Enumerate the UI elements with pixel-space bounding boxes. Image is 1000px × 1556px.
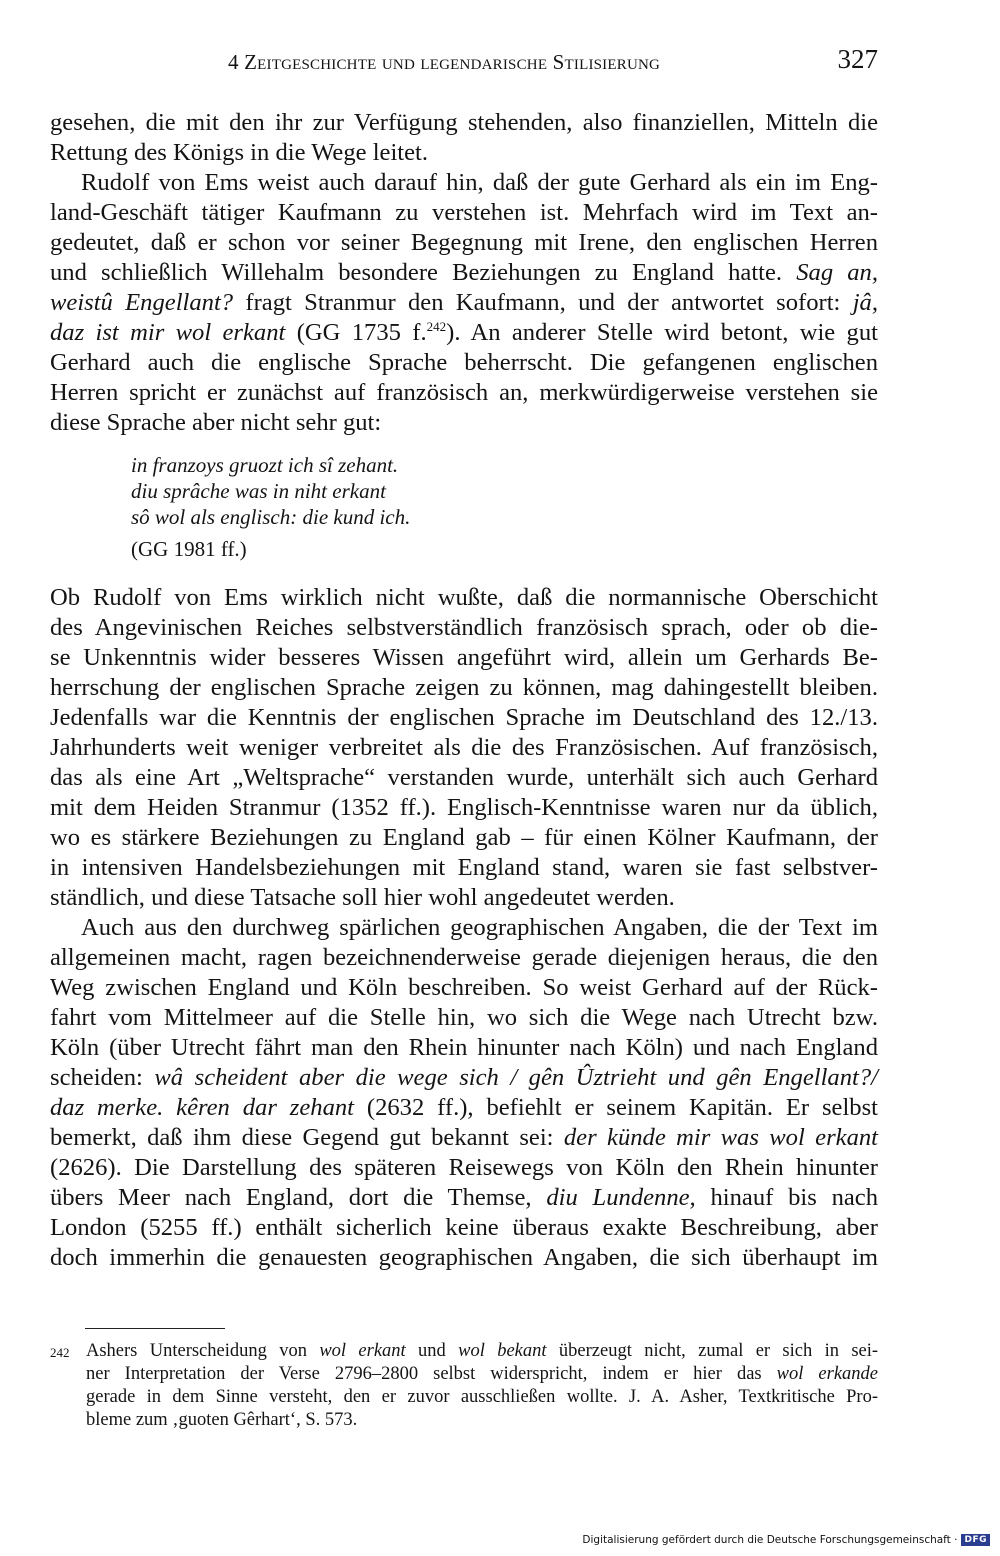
text-line: fahrt vom Mittelmeer auf die Stelle hin, wo sich die Wege nach Utrecht bzw.	[50, 1004, 878, 1031]
italic-citation: wol erkant	[319, 1341, 406, 1361]
text-span: scheiden:	[50, 1064, 143, 1091]
footnote-body	[50, 1340, 878, 1363]
text-line: Jedenfalls war die Kenntnis der englischen Sprache im Deutschland des 12./13.	[50, 704, 878, 731]
text-line: (2626). Die Darstellung des späteren Reisewegs von Köln den Rhein hinunter	[50, 1154, 878, 1181]
main-text-top	[50, 108, 878, 438]
text-line	[50, 1123, 878, 1153]
text-line: Jahrhunderts weit weniger verbreitet als die des Französischen. Auf französisch,	[50, 734, 878, 761]
text-span: fragt Stranmur den Kaufmann, und der antwortet sofort:	[245, 289, 841, 316]
text-line: das als eine Art „Weltsprache“ verstanden wurde, unterhält sich auch Gerhard	[50, 764, 878, 791]
italic-citation: wol erkande	[776, 1364, 879, 1384]
paragraph-4	[50, 913, 878, 1273]
footnote-marker: 242	[426, 319, 447, 334]
footnote-line	[86, 1340, 878, 1363]
italic-citation: daz ist mir wol erkant	[50, 319, 286, 346]
text-span: hinauf bis nach	[710, 1184, 878, 1211]
verse-line: in franzoys gruozt ich sî zehant.	[131, 453, 399, 477]
text-line: Rudolf von Ems weist auch darauf hin, daß der gute Gerhard als ein im Eng-	[81, 169, 878, 196]
text-line: des Angevinischen Reiches selbstverständlich französisch sprach, oder ob die-	[50, 614, 878, 641]
running-header	[228, 42, 878, 82]
verse-line: sô wol als englisch: die kund ich.	[131, 505, 411, 529]
paragraph-2	[50, 168, 878, 438]
text-line	[50, 1183, 878, 1213]
footnote-line	[86, 1363, 878, 1386]
italic-citation: wâ scheident aber die wege sich / gên Ûztrieht und gên Engellant?/	[154, 1064, 878, 1091]
footnote-line: gerade in dem Sinne versteht, den er zuvor ausschließen wollte. J. A. Asher, Textkritische Pro-	[86, 1387, 878, 1407]
text-span: Ashers Unterscheidung von	[86, 1341, 307, 1361]
text-line: mit dem Heiden Stranmur (1352 ff.). Englisch-Kenntnisse waren nur da üblich,	[50, 794, 878, 821]
text-line: herrschung der englischen Sprache zeigen zu können, mag dahingestellt bleiben.	[50, 674, 878, 701]
text-line: Weg zwischen England und Köln beschreiben. So weist Gerhard auf der Rück-	[50, 974, 878, 1001]
text-line: Gerhard auch die englische Sprache beherrscht. Die gefangenen englischen	[50, 349, 878, 376]
text-span: bemerkt, daß ihm diese Gegend gut bekannt sei:	[50, 1124, 554, 1151]
text-line: Ob Rudolf von Ems wirklich nicht wußte, daß die normannische Oberschicht	[50, 584, 878, 611]
verse-quote	[131, 452, 531, 562]
italic-citation: Sag an,	[796, 259, 879, 286]
italic-citation: daz merke. kêren dar zehant	[50, 1094, 354, 1121]
italic-citation: jâ,	[852, 289, 878, 316]
text-line: in intensiven Handelsbeziehungen mit England stand, waren sie fast selbstver-	[50, 854, 878, 881]
dfg-logo-icon: DFG	[961, 1534, 990, 1546]
text-line: Auch aus den durchweg spärlichen geographischen Angaben, die der Text im	[81, 914, 878, 941]
text-span: (2632 ff.), befiehlt er seinem Kapitän. Er selbst	[366, 1094, 878, 1121]
text-line	[50, 318, 878, 348]
text-line	[50, 288, 878, 318]
text-line: se Unkenntnis wider besseres Wissen angeführt wird, allein um Gerhards Be-	[50, 644, 878, 671]
text-line: Rettung des Königs in die Wege leitet.	[50, 139, 429, 166]
paragraph-3	[50, 583, 878, 913]
text-line	[50, 1093, 878, 1123]
text-line	[50, 1063, 878, 1093]
text-line: allgemeinen macht, ragen bezeichnenderweise gerade diejenigen heraus, die den	[50, 944, 878, 971]
italic-citation: diu Lundenne,	[546, 1184, 696, 1211]
text-span: überzeugt nicht, zumal er sich in sei-	[558, 1341, 879, 1361]
page-number: 327	[837, 44, 878, 74]
text-line	[50, 258, 878, 288]
text-line: Köln (über Utrecht fährt man den Rhein hinunter nach Köln) und nach England	[50, 1034, 878, 1061]
italic-citation: wol bekant	[458, 1341, 547, 1361]
footnote-rule	[85, 1328, 225, 1329]
italic-citation: der künde mir was wol erkant	[563, 1124, 878, 1151]
text-line: gedeutet, daß er schon vor seiner Begegnung mit Irene, den englischen Herren	[50, 229, 878, 256]
paragraph-1	[50, 108, 878, 168]
verse-reference: (GG 1981 ff.)	[131, 537, 247, 561]
text-line: ständlich, und diese Tatsache soll hier wohl angedeutet werden.	[50, 884, 675, 911]
text-line: gesehen, die mit den ihr zur Verfügung stehenden, also finanziellen, Mitteln die	[50, 109, 878, 136]
text-line: land-Geschäft tätiger Kaufmann zu verstehen ist. Mehrfach wird im Text an-	[50, 199, 878, 226]
text-span: übers Meer nach England, dort die Themse,	[50, 1184, 532, 1211]
text-span: (GG 1735 f.	[296, 319, 427, 346]
verse-line: diu sprâche was in niht erkant	[131, 479, 386, 503]
text-line: London (5255 ff.) enthält sicherlich keine überaus exakte Beschreibung, aber	[50, 1214, 878, 1241]
credit-text: Digitalisierung gefördert durch die Deutsche Forschungsgemeinschaft ·	[582, 1534, 958, 1546]
text-line: Herren spricht er zunächst auf französisch an, merkwürdigerweise verstehen sie	[50, 379, 878, 406]
text-span: und	[418, 1341, 446, 1361]
running-head: 4 Zeitgeschichte und legendarische Stilisierung	[228, 50, 661, 74]
footnote-continuation	[50, 1363, 878, 1432]
text-span: ). An anderer Stelle wird betont, wie gut	[446, 319, 878, 346]
text-span: und schließlich Willehalm besondere Beziehungen zu England hatte.	[50, 259, 783, 286]
main-text-bottom	[50, 583, 878, 1273]
text-line: diese Sprache aber nicht sehr gut:	[50, 409, 382, 436]
footnote	[50, 1340, 878, 1432]
footnote-line: bleme zum ‚guoten Gêrhart‘, S. 573.	[86, 1410, 358, 1430]
footnote-number: 242	[50, 1345, 70, 1360]
text-line: doch immerhin die genauesten geographischen Angaben, die sich überhaupt im	[50, 1244, 878, 1271]
digitization-credit	[582, 1534, 990, 1546]
italic-citation: weistû Engellant?	[50, 289, 234, 316]
text-span: ner Interpretation der Verse 2796–2800 selbst widerspricht, indem er hier das	[86, 1364, 762, 1384]
text-line: wo es stärkere Beziehungen zu England gab – für einen Kölner Kaufmann, der	[50, 824, 878, 851]
